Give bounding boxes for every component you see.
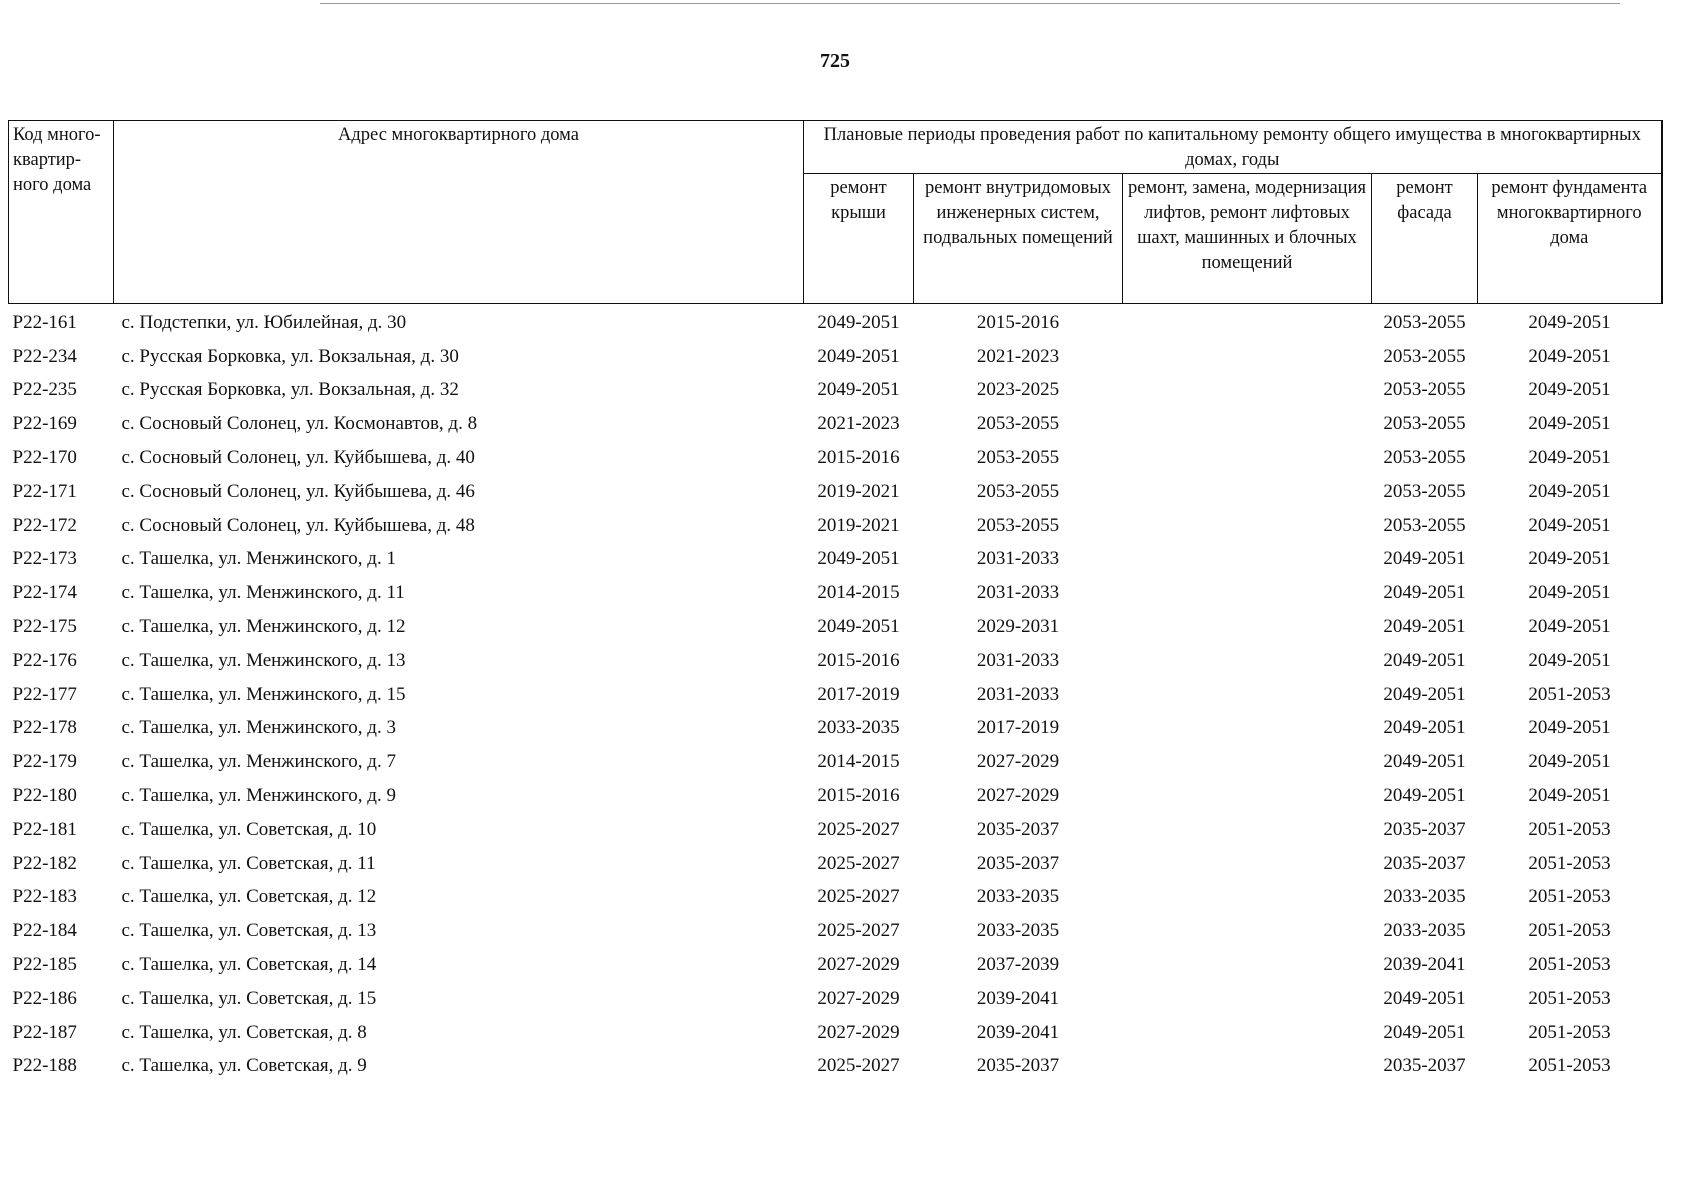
- header-periods-group: Плановые периоды проведения работ по капитальному ремонту общего имущества в многоквартирных домах, годы: [804, 121, 1662, 174]
- cell-foundation: 2051-2053: [1528, 1055, 1611, 1077]
- table-row: [9, 441, 1662, 475]
- table-row: [9, 576, 1662, 610]
- table-row: [9, 1016, 1662, 1050]
- table-row: [9, 813, 1662, 847]
- table-row: [9, 779, 1662, 813]
- cell-roof: 2025-2027: [817, 1055, 900, 1077]
- cell-foundation: 2049-2051: [1528, 582, 1611, 604]
- cell-address: с. Сосновый Солонец, ул. Куйбышева, д. 40: [121, 447, 475, 469]
- cell-roof: 2027-2029: [817, 954, 900, 976]
- cell-roof: 2021-2023: [817, 413, 900, 435]
- cell-elevators: [1123, 1050, 1372, 1084]
- table-row: [9, 678, 1662, 712]
- cell-engineering: 2035-2037: [976, 852, 1060, 874]
- cell-code: P22-183: [12, 886, 77, 908]
- cell-address: с. Ташелка, ул. Менжинского, д. 3: [121, 717, 396, 739]
- cell-roof: 2015-2016: [817, 649, 900, 671]
- cell-engineering: 2035-2037: [976, 1055, 1060, 1077]
- cell-elevators: [1123, 678, 1372, 712]
- cell-roof: 2049-2051: [817, 616, 900, 638]
- cell-roof: 2025-2027: [817, 852, 900, 874]
- cell-address: с. Ташелка, ул. Советская, д. 13: [121, 920, 377, 942]
- cell-address: с. Ташелка, ул. Менжинского, д. 11: [121, 582, 405, 604]
- table-row: [9, 881, 1662, 915]
- cell-elevators: [1123, 982, 1372, 1016]
- cell-address: с. Сосновый Солонец, ул. Космонавтов, д. 8: [121, 413, 478, 435]
- cell-engineering: 2053-2055: [976, 413, 1060, 435]
- cell-foundation: 2049-2051: [1528, 447, 1611, 469]
- cell-elevators: [1123, 813, 1372, 847]
- cell-foundation: 2051-2053: [1528, 818, 1611, 840]
- cell-address: с. Сосновый Солонец, ул. Куйбышева, д. 48: [121, 514, 475, 536]
- header-roof: ремонт крыши: [804, 174, 914, 304]
- cell-engineering: 2033-2035: [976, 920, 1060, 942]
- cell-facade: 2049-2051: [1383, 717, 1466, 739]
- table-row: [9, 475, 1662, 509]
- cell-foundation: 2049-2051: [1528, 311, 1611, 333]
- table-row: [9, 1050, 1662, 1084]
- cell-engineering: 2023-2025: [976, 379, 1060, 401]
- cell-address: с. Ташелка, ул. Советская, д. 11: [121, 852, 376, 874]
- cell-code: P22-182: [12, 852, 77, 874]
- cell-code: P22-178: [12, 717, 77, 739]
- cell-facade: 2035-2037: [1383, 1055, 1466, 1077]
- header-code: Код много-квартир-ного дома: [9, 121, 114, 304]
- cell-foundation: 2049-2051: [1528, 616, 1611, 638]
- cell-facade: 2053-2055: [1383, 379, 1466, 401]
- cell-elevators: [1123, 1016, 1372, 1050]
- cell-address: с. Сосновый Солонец, ул. Куйбышева, д. 46: [121, 480, 475, 502]
- cell-address: с. Ташелка, ул. Менжинского, д. 7: [121, 751, 396, 773]
- cell-code: P22-174: [12, 582, 77, 604]
- cell-foundation: 2051-2053: [1528, 987, 1611, 1009]
- cell-roof: 2049-2051: [817, 548, 900, 570]
- cell-roof: 2027-2029: [817, 1021, 900, 1043]
- cell-facade: 2049-2051: [1383, 649, 1466, 671]
- cell-address: с. Русская Борковка, ул. Вокзальная, д. 32: [121, 379, 459, 401]
- cell-engineering: 2053-2055: [976, 447, 1060, 469]
- cell-foundation: 2051-2053: [1528, 1021, 1611, 1043]
- cell-engineering: 2039-2041: [976, 1021, 1060, 1043]
- page-number: 725: [820, 50, 850, 72]
- cell-foundation: 2051-2053: [1528, 886, 1611, 908]
- cell-address: с. Ташелка, ул. Советская, д. 8: [121, 1021, 367, 1043]
- cell-facade: 2033-2035: [1383, 886, 1466, 908]
- cell-facade: 2049-2051: [1383, 751, 1466, 773]
- cell-engineering: 2053-2055: [976, 480, 1060, 502]
- cell-code: P22-171: [12, 480, 77, 502]
- cell-elevators: [1123, 304, 1372, 340]
- cell-elevators: [1123, 340, 1372, 374]
- cell-code: P22-234: [12, 345, 77, 367]
- cell-address: с. Ташелка, ул. Менжинского, д. 1: [121, 548, 396, 570]
- cell-engineering: 2021-2023: [976, 345, 1060, 367]
- cell-elevators: [1123, 374, 1372, 408]
- cell-code: P22-185: [12, 954, 77, 976]
- cell-code: P22-173: [12, 548, 77, 570]
- cell-code: P22-180: [12, 785, 77, 807]
- cell-facade: 2049-2051: [1383, 785, 1466, 807]
- cell-code: P22-169: [12, 413, 77, 435]
- cell-foundation: 2051-2053: [1528, 852, 1611, 874]
- cell-roof: 2015-2016: [817, 447, 900, 469]
- cell-code: P22-172: [12, 514, 77, 536]
- cell-foundation: 2049-2051: [1528, 480, 1611, 502]
- cell-code: P22-188: [12, 1055, 77, 1077]
- cell-engineering: 2039-2041: [976, 987, 1060, 1009]
- table-body: [9, 304, 1662, 1084]
- cell-code: P22-170: [12, 447, 77, 469]
- cell-roof: 2014-2015: [817, 582, 900, 604]
- cell-elevators: [1123, 914, 1372, 948]
- header-facade: ремонт фасада: [1372, 174, 1478, 304]
- cell-roof: 2017-2019: [817, 683, 900, 705]
- table-row: [9, 304, 1662, 340]
- table-row: [9, 745, 1662, 779]
- table-row: [9, 712, 1662, 746]
- cell-elevators: [1123, 948, 1372, 982]
- cell-elevators: [1123, 745, 1372, 779]
- table-row: [9, 407, 1662, 441]
- cell-roof: 2033-2035: [817, 717, 900, 739]
- cell-facade: 2035-2037: [1383, 818, 1466, 840]
- cell-address: с. Ташелка, ул. Менжинского, д. 9: [121, 785, 396, 807]
- table-row: [9, 509, 1662, 543]
- cell-facade: 2049-2051: [1383, 616, 1466, 638]
- cell-facade: 2053-2055: [1383, 514, 1466, 536]
- header-foundation: ремонт фундамента многоквартирного дома: [1478, 174, 1662, 304]
- cell-roof: 2019-2021: [817, 514, 900, 536]
- cell-elevators: [1123, 543, 1372, 577]
- cell-code: P22-161: [12, 311, 77, 333]
- cell-engineering: 2031-2033: [976, 683, 1060, 705]
- cell-elevators: [1123, 475, 1372, 509]
- cell-engineering: 2033-2035: [976, 886, 1060, 908]
- cell-facade: 2035-2037: [1383, 852, 1466, 874]
- cell-address: с. Ташелка, ул. Советская, д. 14: [121, 954, 377, 976]
- table-row: [9, 374, 1662, 408]
- cell-engineering: 2029-2031: [976, 616, 1060, 638]
- cell-address: с. Русская Борковка, ул. Вокзальная, д. 30: [121, 345, 459, 367]
- cell-facade: 2053-2055: [1383, 311, 1466, 333]
- cell-elevators: [1123, 576, 1372, 610]
- cell-engineering: 2027-2029: [976, 751, 1060, 773]
- cell-address: с. Ташелка, ул. Советская, д. 9: [121, 1055, 367, 1077]
- cell-elevators: [1123, 610, 1372, 644]
- top-scan-rule: [320, 3, 1620, 4]
- cell-facade: 2049-2051: [1383, 548, 1466, 570]
- cell-engineering: 2031-2033: [976, 548, 1060, 570]
- cell-engineering: 2015-2016: [976, 311, 1060, 333]
- cell-facade: 2049-2051: [1383, 1021, 1466, 1043]
- cell-engineering: 2053-2055: [976, 514, 1060, 536]
- cell-facade: 2033-2035: [1383, 920, 1466, 942]
- cell-facade: 2053-2055: [1383, 413, 1466, 435]
- cell-roof: 2025-2027: [817, 920, 900, 942]
- cell-engineering: 2035-2037: [976, 818, 1060, 840]
- cell-facade: 2053-2055: [1383, 480, 1466, 502]
- cell-engineering: 2017-2019: [976, 717, 1060, 739]
- table-row: [9, 982, 1662, 1016]
- cell-roof: 2025-2027: [817, 886, 900, 908]
- cell-engineering: 2027-2029: [976, 785, 1060, 807]
- cell-facade: 2053-2055: [1383, 447, 1466, 469]
- cell-roof: 2049-2051: [817, 311, 900, 333]
- cell-code: P22-184: [12, 920, 77, 942]
- cell-address: с. Ташелка, ул. Менжинского, д. 13: [121, 649, 406, 671]
- table-row: [9, 914, 1662, 948]
- cell-facade: 2053-2055: [1383, 345, 1466, 367]
- table-row: [9, 610, 1662, 644]
- cell-roof: 2025-2027: [817, 818, 900, 840]
- cell-elevators: [1123, 407, 1372, 441]
- cell-foundation: 2049-2051: [1528, 345, 1611, 367]
- table-row: [9, 543, 1662, 577]
- cell-elevators: [1123, 847, 1372, 881]
- cell-foundation: 2049-2051: [1528, 649, 1611, 671]
- cell-engineering: 2031-2033: [976, 582, 1060, 604]
- cell-foundation: 2051-2053: [1528, 920, 1611, 942]
- header-row-1: [9, 121, 1662, 174]
- cell-code: P22-175: [12, 616, 77, 638]
- header-engineering: ремонт внутридомовых инженерных систем, подвальных помещений: [914, 174, 1123, 304]
- cell-foundation: 2049-2051: [1528, 717, 1611, 739]
- cell-code: P22-177: [12, 683, 77, 705]
- cell-engineering: 2031-2033: [976, 649, 1060, 671]
- cell-roof: 2015-2016: [817, 785, 900, 807]
- cell-address: с. Ташелка, ул. Советская, д. 12: [121, 886, 377, 908]
- cell-facade: 2049-2051: [1383, 987, 1466, 1009]
- table-row: [9, 644, 1662, 678]
- cell-roof: 2049-2051: [817, 345, 900, 367]
- cell-code: P22-235: [12, 379, 77, 401]
- cell-facade: 2039-2041: [1383, 954, 1466, 976]
- cell-foundation: 2049-2051: [1528, 751, 1611, 773]
- cell-engineering: 2037-2039: [976, 954, 1060, 976]
- cell-address: с. Подстепки, ул. Юбилейная, д. 30: [121, 311, 407, 333]
- cell-code: P22-186: [12, 987, 77, 1009]
- cell-elevators: [1123, 881, 1372, 915]
- cell-code: P22-187: [12, 1021, 77, 1043]
- table-header: [9, 121, 1662, 304]
- table-row: [9, 847, 1662, 881]
- cell-facade: 2049-2051: [1383, 582, 1466, 604]
- table-row: [9, 340, 1662, 374]
- cell-roof: 2027-2029: [817, 987, 900, 1009]
- cell-foundation: 2049-2051: [1528, 785, 1611, 807]
- cell-foundation: 2049-2051: [1528, 379, 1611, 401]
- cell-elevators: [1123, 712, 1372, 746]
- cell-code: P22-179: [12, 751, 77, 773]
- cell-facade: 2049-2051: [1383, 683, 1466, 705]
- cell-roof: 2019-2021: [817, 480, 900, 502]
- cell-elevators: [1123, 509, 1372, 543]
- cell-address: с. Ташелка, ул. Советская, д. 15: [121, 987, 377, 1009]
- cell-address: с. Ташелка, ул. Менжинского, д. 15: [121, 683, 406, 705]
- cell-elevators: [1123, 644, 1372, 678]
- cell-address: с. Ташелка, ул. Менжинского, д. 12: [121, 616, 406, 638]
- cell-foundation: 2051-2053: [1528, 954, 1611, 976]
- table-row: [9, 948, 1662, 982]
- cell-code: P22-176: [12, 649, 77, 671]
- cell-foundation: 2051-2053: [1528, 683, 1611, 705]
- cell-elevators: [1123, 779, 1372, 813]
- header-address: Адрес многоквартирного дома: [114, 121, 804, 304]
- cell-roof: 2014-2015: [817, 751, 900, 773]
- cell-code: P22-181: [12, 818, 77, 840]
- cell-roof: 2049-2051: [817, 379, 900, 401]
- cell-foundation: 2049-2051: [1528, 413, 1611, 435]
- cell-foundation: 2049-2051: [1528, 548, 1611, 570]
- capital-repair-table: [8, 120, 1663, 1083]
- cell-address: с. Ташелка, ул. Советская, д. 10: [121, 818, 377, 840]
- cell-elevators: [1123, 441, 1372, 475]
- header-elevators: ремонт, замена, модернизация лифтов, ремонт лифтовых шахт, машинных и блочных помещений: [1123, 174, 1372, 304]
- cell-foundation: 2049-2051: [1528, 514, 1611, 536]
